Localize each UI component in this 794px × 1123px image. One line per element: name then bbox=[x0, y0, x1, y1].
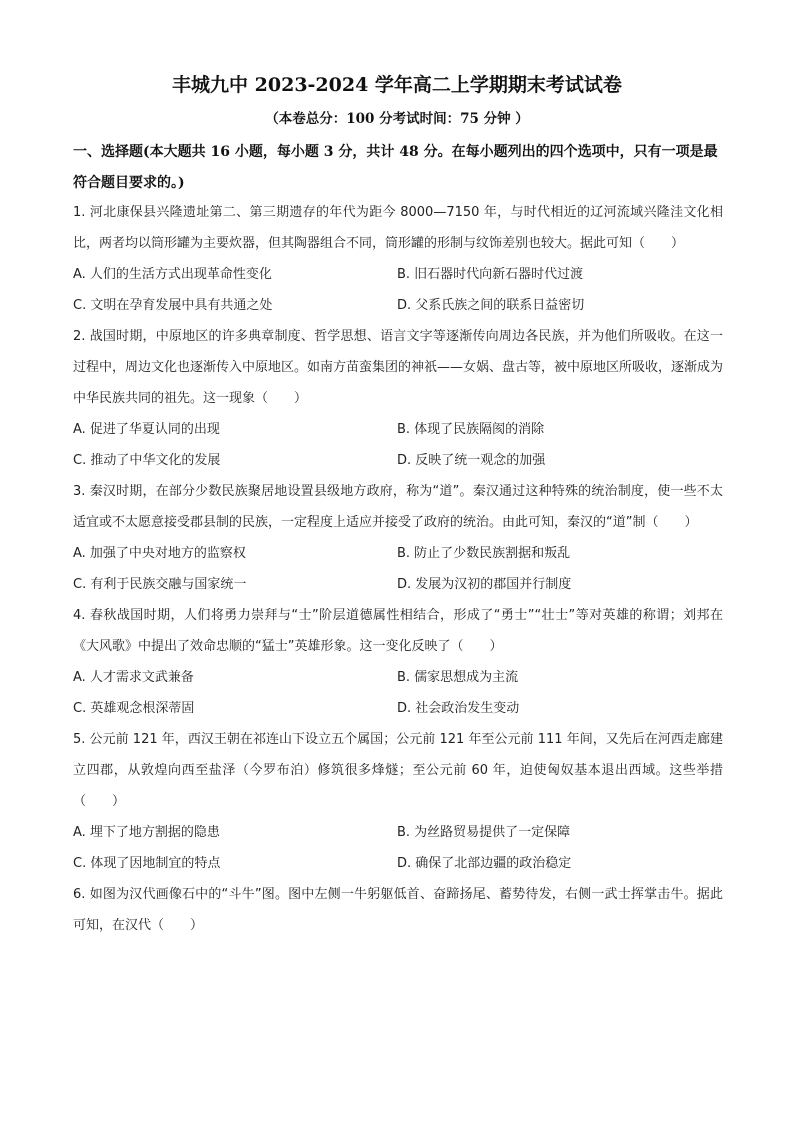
question-stem: 6. 如图为汉代画像石中的“斗牛”图。图中左侧一牛躬躯低首、奋蹄扬尾、蓄势待发，右侧一武士挥掌击牛。据此可知，在汉代（ ） bbox=[73, 887, 723, 933]
option-a: A. 人才需求文武兼备 bbox=[73, 670, 194, 685]
option-b: B. 为丝路贸易提供了一定保障 bbox=[397, 825, 571, 840]
option-d: D. 发展为汉初的郡国并行制度 bbox=[397, 577, 572, 592]
option-d: D. 父系氏族之间的联系日益密切 bbox=[397, 298, 585, 313]
option-grid bbox=[73, 817, 723, 879]
option-b: B. 儒家思想成为主流 bbox=[397, 670, 519, 685]
option-grid bbox=[73, 259, 723, 321]
question-3 bbox=[73, 476, 723, 600]
question-stem: 3. 秦汉时期，在部分少数民族聚居地设置县级地方政府，称为“道”。秦汉通过这种特殊的统治制度，使一些不太适宜或不太愿意接受郡县制的民族，一定程度上适应并接受了政府的统治。由此可知，秦汉的“道”制（ ） bbox=[73, 484, 723, 530]
section-heading: 一、选择题(本大题共 16 小题，每小题 3 分，共计 48 分。在每小题列出的四个选项中，只有一项是最符合题目要求的。) bbox=[73, 144, 718, 191]
question-stem: 2. 战国时期，中原地区的许多典章制度、哲学思想、语言文字等逐渐传向周边各民族，并为他们所吸收。在这一过程中，周边文化也逐渐传入中原地区。如南方苗蛮集团的神祇——女娲、盘古等，被中原地区所吸收，逐渐成为中华民族共同的祖先。这一现象（ ） bbox=[73, 329, 724, 406]
page-title: 丰城九中 2023-2024 学年高二上学期期末考试试卷 bbox=[172, 74, 622, 96]
option-a: A. 促进了华夏认同的出现 bbox=[73, 422, 220, 437]
option-a: A. 加强了中央对地方的监察权 bbox=[73, 546, 246, 561]
option-c: C. 推动了中华文化的发展 bbox=[73, 453, 221, 468]
question-stem: 4. 春秋战国时期，人们将勇力崇拜与“士”阶层道德属性相结合，形成了“勇士”“壮士”等对英雄的称谓；刘邦在《大风歌》中提出了效命忠顺的“猛士”英雄形象。这一变化反映了（ ） bbox=[73, 608, 723, 654]
option-c: C. 有利于民族交融与国家统一 bbox=[73, 577, 247, 592]
option-d: D. 社会政治发生变动 bbox=[397, 701, 520, 716]
question-list bbox=[73, 197, 723, 941]
option-grid bbox=[73, 538, 723, 600]
option-c: C. 体现了因地制宜的特点 bbox=[73, 856, 221, 871]
option-grid bbox=[73, 414, 723, 476]
question-stem: 1. 河北康保县兴隆遗址第二、第三期遗存的年代为距今 8000—7150 年，与时代相近的辽河流域兴隆洼文化相比，两者均以筒形罐为主要炊器，但其陶器组合不同，筒形罐的形制与纹饰差别也较大。据此可知（ ） bbox=[73, 205, 723, 251]
question-5 bbox=[73, 724, 723, 879]
option-a: A. 埋下了地方割据的隐患 bbox=[73, 825, 220, 840]
option-d: D. 确保了北部边疆的政治稳定 bbox=[397, 856, 572, 871]
question-1 bbox=[73, 197, 723, 321]
exam-info: （本卷总分：100 分考试时间：75 分钟 ） bbox=[265, 111, 529, 127]
option-grid bbox=[73, 662, 723, 724]
question-4 bbox=[73, 600, 723, 724]
option-a: A. 人们的生活方式出现革命性变化 bbox=[73, 267, 272, 282]
option-b: B. 体现了民族隔阂的消除 bbox=[397, 422, 545, 437]
question-6 bbox=[73, 879, 723, 941]
question-stem: 5. 公元前 121 年，西汉王朝在祁连山下设立五个属国；公元前 121 年至公元前 111 年间，又先后在河西走廊建立四郡，从敦煌向西至盐泽（今罗布泊）修筑很多烽燧；至公元前 60 年，迫使匈奴基本退出西域。这些举措（ ） bbox=[73, 732, 723, 809]
option-b: B. 防止了少数民族割据和叛乱 bbox=[397, 546, 571, 561]
option-c: C. 文明在孕育发展中具有共通之处 bbox=[73, 298, 273, 313]
option-c: C. 英雄观念根深蒂固 bbox=[73, 701, 195, 716]
question-2 bbox=[73, 321, 723, 476]
option-d: D. 反映了统一观念的加强 bbox=[397, 453, 546, 468]
option-b: B. 旧石器时代向新石器时代过渡 bbox=[397, 267, 584, 282]
